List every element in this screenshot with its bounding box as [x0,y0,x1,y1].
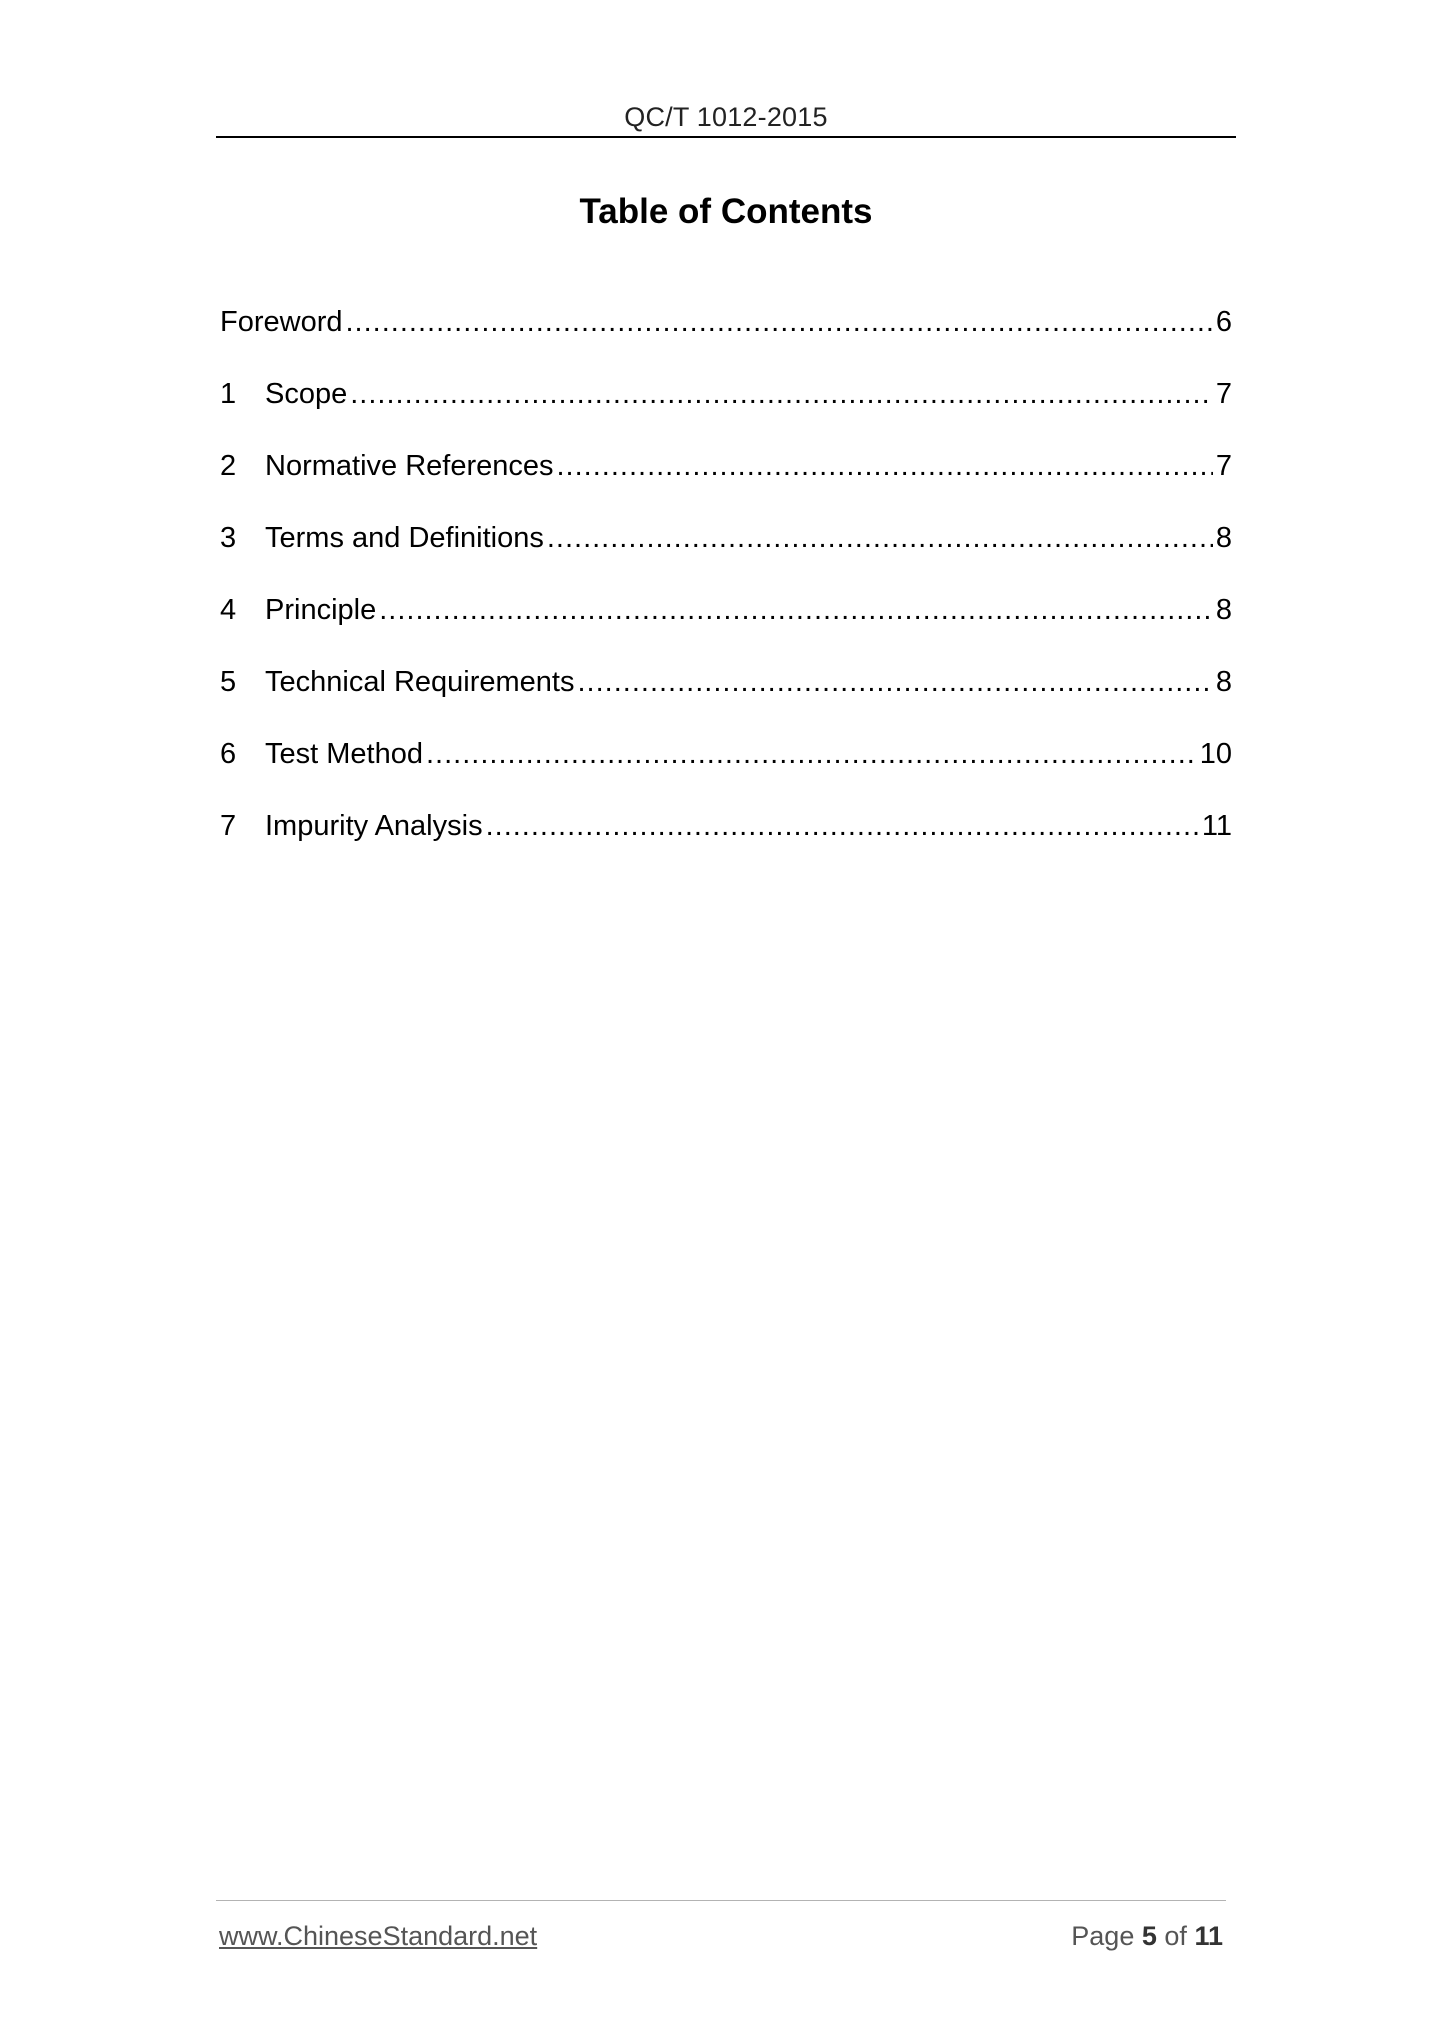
toc-dot-leader [346,306,1213,339]
toc-dot-leader [350,378,1213,411]
toc-entry-foreword[interactable] [220,306,1232,378]
toc-entry-page: 6 [1215,306,1232,338]
toc-dot-leader [426,738,1197,771]
toc-entry-title: Test Method [265,738,423,770]
toc-entry-number: 1 [220,378,237,410]
toc-entry-number: 4 [220,594,237,626]
toc-entry-page: 11 [1201,810,1232,842]
footer-page-of: of [1164,1921,1187,1951]
toc-entry-title: Normative References [265,450,554,482]
toc-entry-number: 7 [220,810,237,842]
toc-entry-technical-requirements[interactable] [220,666,1232,738]
footer-divider [216,1900,1226,1901]
toc-entry-title: Impurity Analysis [265,810,483,842]
footer-page-current: 5 [1141,1921,1157,1951]
footer-page-indicator [1071,1921,1223,1952]
toc-entry-title: Principle [265,594,377,626]
toc-entry-page: 10 [1199,738,1232,770]
toc-entry-title: Terms and Definitions [265,522,544,554]
toc-entry-normative-references[interactable] [220,450,1232,522]
toc-dot-leader [547,522,1213,555]
toc-entry-page: 8 [1215,666,1232,698]
toc-dot-leader [557,450,1213,483]
toc-entry-title: Scope [265,378,348,410]
footer-page-total: 11 [1194,1921,1223,1951]
footer-website-link[interactable]: www.ChineseStandard.net [219,1921,538,1951]
toc-dot-leader [379,594,1213,627]
toc-entry-principle[interactable] [220,594,1232,666]
toc-entry-impurity-analysis[interactable] [220,810,1232,882]
toc-entry-number: 5 [220,666,237,698]
toc-entry-number: 2 [220,450,237,482]
page-title: Table of Contents [579,192,873,231]
toc-entry-title: Technical Requirements [265,666,575,698]
table-of-contents [220,306,1232,882]
toc-entry-scope[interactable] [220,378,1232,450]
header-doc-id: QC/T 1012-2015 [624,102,828,132]
toc-entry-number: 6 [220,738,237,770]
header-divider [216,136,1236,138]
toc-dot-leader [486,810,1199,843]
toc-entry-terms-and-definitions[interactable] [220,522,1232,594]
toc-entry-number: 3 [220,522,237,554]
toc-entry-test-method[interactable] [220,738,1232,810]
toc-entry-page: 8 [1215,522,1232,554]
toc-entry-page: 8 [1215,594,1232,626]
toc-entry-page: 7 [1215,450,1232,482]
toc-entry-page: 7 [1215,378,1232,410]
footer-page-label: Page [1071,1921,1135,1951]
toc-dot-leader [577,666,1212,699]
toc-entry-title: Foreword [220,306,343,338]
